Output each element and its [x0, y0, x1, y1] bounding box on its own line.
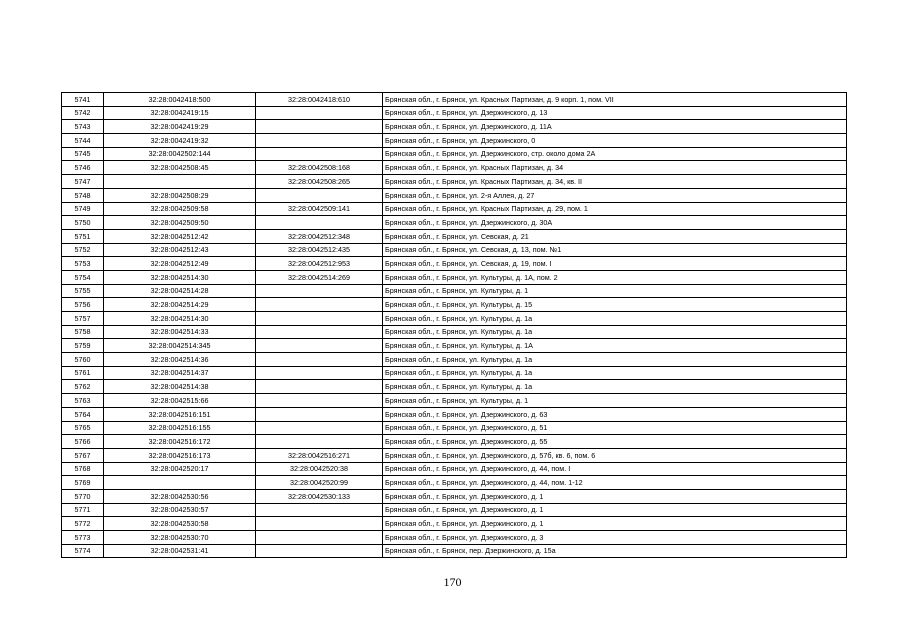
- address-cell: Брянская обл., г. Брянск, ул. Культуры, д. 1а: [383, 353, 847, 367]
- address-cell: Брянская обл., г. Брянск, ул. Красных Партизан, д. 9 корп. 1, пом. VII: [383, 93, 847, 107]
- cadastral-number-cell: [104, 476, 256, 490]
- row-number-cell: 5752: [62, 243, 104, 257]
- cadastral-number-cell: 32:28:0042502:144: [104, 147, 256, 161]
- row-number-cell: 5774: [62, 544, 104, 558]
- table-row: [62, 120, 847, 134]
- related-cadastral-number-cell: 32:28:0042520:99: [256, 476, 383, 490]
- table-row: [62, 134, 847, 148]
- table-row: [62, 216, 847, 230]
- row-number-cell: 5754: [62, 270, 104, 284]
- address-cell: Брянская обл., г. Брянск, ул. Дзержинского, д. 1: [383, 489, 847, 503]
- cadastral-number-cell: 32:28:0042508:29: [104, 188, 256, 202]
- row-number-cell: 5748: [62, 188, 104, 202]
- address-cell: Брянская обл., г. Брянск, ул. Культуры, д. 1А: [383, 339, 847, 353]
- table-row: [62, 243, 847, 257]
- row-number-cell: 5742: [62, 106, 104, 120]
- row-number-cell: 5763: [62, 394, 104, 408]
- cadastral-number-cell: 32:28:0042530:58: [104, 517, 256, 531]
- registry-body: [62, 93, 847, 558]
- address-cell: Брянская обл., г. Брянск, ул. Культуры, д. 1А, пом. 2: [383, 270, 847, 284]
- row-number-cell: 5753: [62, 257, 104, 271]
- table-row: [62, 366, 847, 380]
- cadastral-number-cell: [104, 175, 256, 189]
- cadastral-number-cell: 32:28:0042530:56: [104, 489, 256, 503]
- table-row: [62, 394, 847, 408]
- table-row: [62, 298, 847, 312]
- row-number-cell: 5765: [62, 421, 104, 435]
- row-number-cell: 5772: [62, 517, 104, 531]
- address-cell: Брянская обл., г. Брянск, ул. Дзержинского, д. 44, пом. 1-12: [383, 476, 847, 490]
- cadastral-number-cell: 32:28:0042516:151: [104, 407, 256, 421]
- row-number-cell: 5741: [62, 93, 104, 107]
- table-row: [62, 284, 847, 298]
- cadastral-number-cell: 32:28:0042514:28: [104, 284, 256, 298]
- row-number-cell: 5770: [62, 489, 104, 503]
- address-cell: Брянская обл., г. Брянск, ул. Дзержинского, д. 13: [383, 106, 847, 120]
- table-row: [62, 202, 847, 216]
- cadastral-number-cell: 32:28:0042512:42: [104, 229, 256, 243]
- row-number-cell: 5755: [62, 284, 104, 298]
- table-row: [62, 257, 847, 271]
- table-row: [62, 503, 847, 517]
- related-cadastral-number-cell: [256, 106, 383, 120]
- table-row: [62, 161, 847, 175]
- table-row: [62, 476, 847, 490]
- row-number-cell: 5743: [62, 120, 104, 134]
- table-row: [62, 93, 847, 107]
- row-number-cell: 5768: [62, 462, 104, 476]
- related-cadastral-number-cell: [256, 298, 383, 312]
- related-cadastral-number-cell: [256, 120, 383, 134]
- cadastral-number-cell: 32:28:0042512:49: [104, 257, 256, 271]
- address-cell: Брянская обл., г. Брянск, ул. Культуры, д. 15: [383, 298, 847, 312]
- address-cell: Брянская обл., г. Брянск, ул. Севская, д. 13, пом. №1: [383, 243, 847, 257]
- address-cell: Брянская обл., г. Брянск, ул. Севская, д. 19, пом. I: [383, 257, 847, 271]
- cadastral-number-cell: 32:28:0042419:32: [104, 134, 256, 148]
- cadastral-number-cell: 32:28:0042512:43: [104, 243, 256, 257]
- table-row: [62, 106, 847, 120]
- cadastral-number-cell: 32:28:0042514:29: [104, 298, 256, 312]
- related-cadastral-number-cell: [256, 421, 383, 435]
- row-number-cell: 5747: [62, 175, 104, 189]
- related-cadastral-number-cell: [256, 503, 383, 517]
- cadastral-number-cell: 32:28:0042516:155: [104, 421, 256, 435]
- cadastral-number-cell: 32:28:0042515:66: [104, 394, 256, 408]
- related-cadastral-number-cell: [256, 147, 383, 161]
- cadastral-number-cell: 32:28:0042509:50: [104, 216, 256, 230]
- row-number-cell: 5773: [62, 531, 104, 545]
- table-row: [62, 353, 847, 367]
- row-number-cell: 5751: [62, 229, 104, 243]
- related-cadastral-number-cell: 32:28:0042512:435: [256, 243, 383, 257]
- cadastral-number-cell: 32:28:0042418:500: [104, 93, 256, 107]
- row-number-cell: 5757: [62, 312, 104, 326]
- related-cadastral-number-cell: [256, 325, 383, 339]
- address-cell: Брянская обл., г. Брянск, пер. Дзержинского, д. 15а: [383, 544, 847, 558]
- cadastral-number-cell: 32:28:0042514:38: [104, 380, 256, 394]
- address-cell: Брянская обл., г. Брянск, ул. Культуры, д. 1а: [383, 325, 847, 339]
- address-cell: Брянская обл., г. Брянск, ул. Культуры, д. 1а: [383, 366, 847, 380]
- address-cell: Брянская обл., г. Брянск, ул. Дзержинского, д. 1: [383, 503, 847, 517]
- row-number-cell: 5758: [62, 325, 104, 339]
- table-row: [62, 489, 847, 503]
- related-cadastral-number-cell: [256, 531, 383, 545]
- cadastral-number-cell: 32:28:0042508:45: [104, 161, 256, 175]
- row-number-cell: 5760: [62, 353, 104, 367]
- row-number-cell: 5766: [62, 435, 104, 449]
- cadastral-number-cell: 32:28:0042520:17: [104, 462, 256, 476]
- registry-table: [61, 92, 847, 558]
- address-cell: Брянская обл., г. Брянск, ул. Красных Партизан, д. 29, пом. 1: [383, 202, 847, 216]
- table-row: [62, 270, 847, 284]
- table-row: [62, 407, 847, 421]
- related-cadastral-number-cell: 32:28:0042512:348: [256, 229, 383, 243]
- address-cell: Брянская обл., г. Брянск, ул. Дзержинского, д. 44, пом. I: [383, 462, 847, 476]
- cadastral-number-cell: 32:28:0042514:30: [104, 270, 256, 284]
- cadastral-number-cell: 32:28:0042509:58: [104, 202, 256, 216]
- address-cell: Брянская обл., г. Брянск, ул. Культуры, д. 1а: [383, 312, 847, 326]
- address-cell: Брянская обл., г. Брянск, ул. Дзержинского, д. 51: [383, 421, 847, 435]
- address-cell: Брянская обл., г. Брянск, ул. Красных Партизан, д. 34: [383, 161, 847, 175]
- cadastral-number-cell: 32:28:0042531:41: [104, 544, 256, 558]
- cadastral-number-cell: 32:28:0042514:345: [104, 339, 256, 353]
- address-cell: Брянская обл., г. Брянск, ул. Севская, д. 21: [383, 229, 847, 243]
- related-cadastral-number-cell: [256, 380, 383, 394]
- row-number-cell: 5756: [62, 298, 104, 312]
- address-cell: Брянская обл., г. Брянск, ул. Дзержинского, д. 57б, кв. 6, пом. 6: [383, 448, 847, 462]
- cadastral-number-cell: 32:28:0042514:33: [104, 325, 256, 339]
- table-row: [62, 380, 847, 394]
- table-row: [62, 312, 847, 326]
- table-row: [62, 188, 847, 202]
- address-cell: Брянская обл., г. Брянск, ул. Культуры, д. 1а: [383, 380, 847, 394]
- related-cadastral-number-cell: [256, 134, 383, 148]
- address-cell: Брянская обл., г. Брянск, ул. 2-я Аллея, д. 27: [383, 188, 847, 202]
- row-number-cell: 5761: [62, 366, 104, 380]
- table-row: [62, 421, 847, 435]
- address-cell: Брянская обл., г. Брянск, ул. Дзержинского, д. 63: [383, 407, 847, 421]
- row-number-cell: 5749: [62, 202, 104, 216]
- table-row: [62, 544, 847, 558]
- address-cell: Брянская обл., г. Брянск, ул. Культуры, д. 1: [383, 284, 847, 298]
- cadastral-number-cell: 32:28:0042530:57: [104, 503, 256, 517]
- address-cell: Брянская обл., г. Брянск, ул. Дзержинского, д. 11А: [383, 120, 847, 134]
- related-cadastral-number-cell: 32:28:0042508:168: [256, 161, 383, 175]
- page-number: 170: [443, 575, 462, 589]
- row-number-cell: 5750: [62, 216, 104, 230]
- address-cell: Брянская обл., г. Брянск, ул. Красных Партизан, д. 34, кв. II: [383, 175, 847, 189]
- row-number-cell: 5744: [62, 134, 104, 148]
- row-number-cell: 5769: [62, 476, 104, 490]
- address-cell: Брянская обл., г. Брянск, ул. Дзержинского, стр. около дома 2А: [383, 147, 847, 161]
- cadastral-number-cell: 32:28:0042530:70: [104, 531, 256, 545]
- related-cadastral-number-cell: 32:28:0042508:265: [256, 175, 383, 189]
- table-row: [62, 325, 847, 339]
- address-cell: Брянская обл., г. Брянск, ул. Культуры, д. 1: [383, 394, 847, 408]
- related-cadastral-number-cell: [256, 407, 383, 421]
- related-cadastral-number-cell: [256, 544, 383, 558]
- related-cadastral-number-cell: 32:28:0042512:953: [256, 257, 383, 271]
- cadastral-number-cell: 32:28:0042419:15: [104, 106, 256, 120]
- related-cadastral-number-cell: [256, 216, 383, 230]
- row-number-cell: 5771: [62, 503, 104, 517]
- table-row: [62, 435, 847, 449]
- cadastral-number-cell: 32:28:0042514:36: [104, 353, 256, 367]
- cadastral-number-cell: 32:28:0042516:173: [104, 448, 256, 462]
- table-row: [62, 517, 847, 531]
- related-cadastral-number-cell: 32:28:0042520:38: [256, 462, 383, 476]
- related-cadastral-number-cell: [256, 435, 383, 449]
- cadastral-number-cell: 32:28:0042419:29: [104, 120, 256, 134]
- cadastral-number-cell: 32:28:0042514:30: [104, 312, 256, 326]
- related-cadastral-number-cell: 32:28:0042516:271: [256, 448, 383, 462]
- related-cadastral-number-cell: [256, 339, 383, 353]
- row-number-cell: 5746: [62, 161, 104, 175]
- row-number-cell: 5759: [62, 339, 104, 353]
- related-cadastral-number-cell: 32:28:0042509:141: [256, 202, 383, 216]
- table-row: [62, 339, 847, 353]
- table-row: [62, 147, 847, 161]
- row-number-cell: 5767: [62, 448, 104, 462]
- related-cadastral-number-cell: [256, 188, 383, 202]
- cadastral-number-cell: 32:28:0042516:172: [104, 435, 256, 449]
- address-cell: Брянская обл., г. Брянск, ул. Дзержинского, д. 55: [383, 435, 847, 449]
- related-cadastral-number-cell: [256, 517, 383, 531]
- row-number-cell: 5745: [62, 147, 104, 161]
- table-row: [62, 229, 847, 243]
- address-cell: Брянская обл., г. Брянск, ул. Дзержинского, д. 3: [383, 531, 847, 545]
- related-cadastral-number-cell: [256, 353, 383, 367]
- table-row: [62, 531, 847, 545]
- row-number-cell: 5764: [62, 407, 104, 421]
- related-cadastral-number-cell: 32:28:0042418:610: [256, 93, 383, 107]
- address-cell: Брянская обл., г. Брянск, ул. Дзержинского, д. 30А: [383, 216, 847, 230]
- related-cadastral-number-cell: 32:28:0042530:133: [256, 489, 383, 503]
- table-row: [62, 448, 847, 462]
- table-row: [62, 175, 847, 189]
- related-cadastral-number-cell: 32:28:0042514:269: [256, 270, 383, 284]
- related-cadastral-number-cell: [256, 394, 383, 408]
- related-cadastral-number-cell: [256, 312, 383, 326]
- related-cadastral-number-cell: [256, 284, 383, 298]
- address-cell: Брянская обл., г. Брянск, ул. Дзержинского, д. 1: [383, 517, 847, 531]
- row-number-cell: 5762: [62, 380, 104, 394]
- address-cell: Брянская обл., г. Брянск, ул. Дзержинского, 0: [383, 134, 847, 148]
- table-row: [62, 462, 847, 476]
- related-cadastral-number-cell: [256, 366, 383, 380]
- cadastral-number-cell: 32:28:0042514:37: [104, 366, 256, 380]
